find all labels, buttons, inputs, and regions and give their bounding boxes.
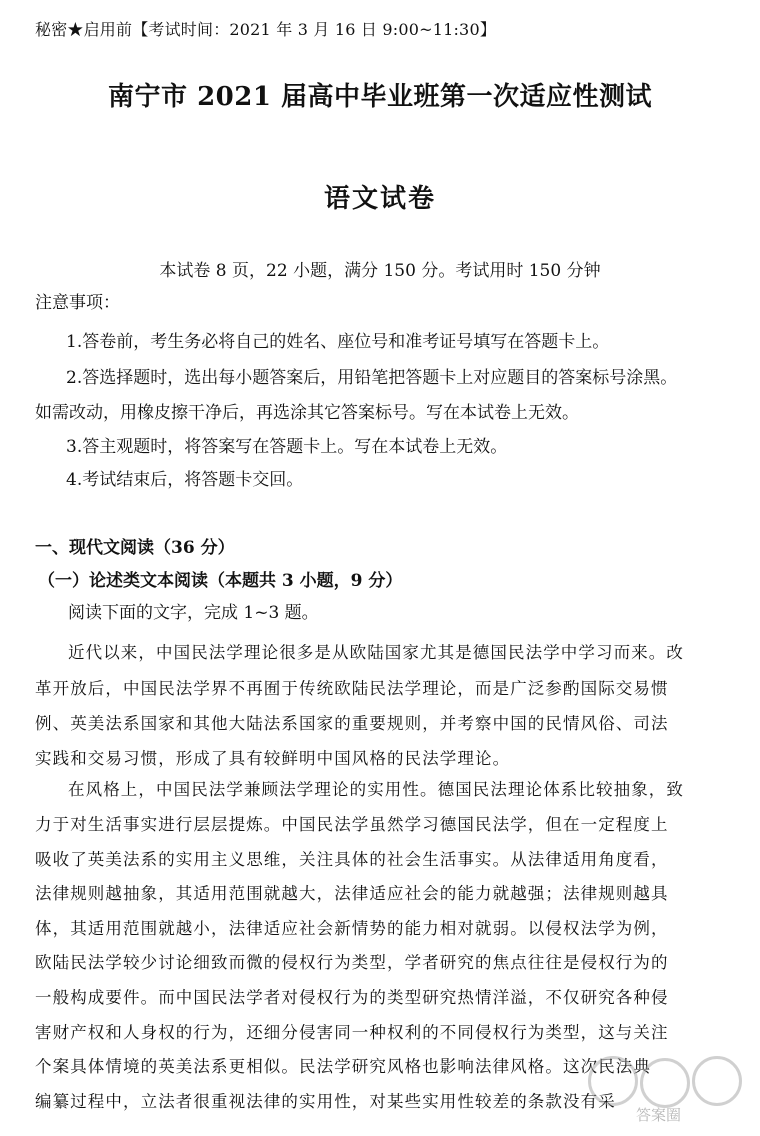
paragraph-1-line-1: 近代以来，中国民法学理论很多是从欧陆国家尤其是德国民法学中学习而来。改 xyxy=(68,643,684,662)
notice-rule-1: 1.答卷前，考生务必将自己的姓名、座位号和准考证号填写在答题卡上。 xyxy=(66,332,610,352)
notice-title: 注意事项： xyxy=(35,293,120,313)
reading-instruction: 阅读下面的文字，完成 1~3 题。 xyxy=(68,603,319,623)
notice-rule-4: 4.考试结束后，将答题卡交回。 xyxy=(66,470,304,490)
paragraph-1-line-3: 例、英美法系国家和其他大陆法系国家的重要规则，并考察中国的民情风俗、司法 xyxy=(35,714,669,733)
watermark-circle xyxy=(692,1056,742,1106)
paragraph-2-line-3: 吸收了英美法系的实用主义思维，关注具体的社会生活事实。从法律适用角度看， xyxy=(35,850,669,869)
section-title: 一、现代文阅读（36 分） xyxy=(35,538,235,558)
notice-rule-2-continued: 如需改动，用橡皮擦干净后，再选涂其它答案标号。写在本试卷上无效。 xyxy=(35,403,579,423)
paragraph-2-line-1: 在风格上，中国民法学兼顾法学理论的实用性。德国民法理论体系比较抽象，致 xyxy=(68,780,684,799)
paragraph-2-line-2: 力于对生活事实进行层层提炼。中国民法学虽然学习德国民法学，但在一定程度上 xyxy=(35,815,669,834)
notice-rule-3: 3.答主观题时，将答案写在答题卡上。写在本试卷上无效。 xyxy=(66,437,508,457)
exam-title: 南宁市 2021 届高中毕业班第一次适应性测试 xyxy=(108,82,652,112)
watermark-text: 答案圈 xyxy=(636,1106,682,1124)
notice-rule-2: 2.答选择题时，选出每小题答案后，用铅笔把答题卡上对应题目的答案标号涂黑。 xyxy=(66,368,678,388)
paragraph-2-line-5: 体，其适用范围就越小，法律适应社会新情势的能力相对就弱。以侵权法学为例， xyxy=(35,919,669,938)
paragraph-2-line-6: 欧陆民法学较少讨论细致而微的侵权行为类型，学者研究的焦点往往是侵权行为的 xyxy=(35,953,669,972)
paragraph-2-line-9: 个案具体情境的英美法系更相似。民法学研究风格也影响法律风格。这次民法典 xyxy=(35,1057,651,1076)
confidential-time-line: 秘密★启用前【考试时间：2021 年 3 月 16 日 9:00~11:30】 xyxy=(35,20,497,39)
subsection-title: （一）论述类文本阅读（本题共 3 小题，9 分） xyxy=(38,571,403,591)
paragraph-2-line-7: 一般构成要件。而中国民法学者对侵权行为的类型研究热情洋溢，不仅研究各种侵 xyxy=(35,988,669,1007)
paragraph-2-line-4: 法律规则越抽象，其适用范围就越大，法律适应社会的能力就越强；法律规则越具 xyxy=(35,884,669,903)
paragraph-1-line-4: 实践和交易习惯，形成了具有较鲜明中国风格的民法学理论。 xyxy=(35,749,511,768)
paragraph-2-line-10: 编纂过程中，立法者很重视法律的实用性，对某些实用性较差的条款没有采 xyxy=(35,1092,616,1111)
exam-summary: 本试卷 8 页，22 小题，满分 150 分。考试用时 150 分钟 xyxy=(159,261,601,281)
paragraph-2-line-8: 害财产权和人身权的行为，还细分侵害同一种权利的不同侵权行为类型，这与关注 xyxy=(35,1023,669,1042)
paragraph-1-line-2: 革开放后，中国民法学界不再囿于传统欧陆民法学理论，而是广泛参酌国际交易惯 xyxy=(35,679,669,698)
exam-subtitle: 语文试卷 xyxy=(323,184,436,214)
